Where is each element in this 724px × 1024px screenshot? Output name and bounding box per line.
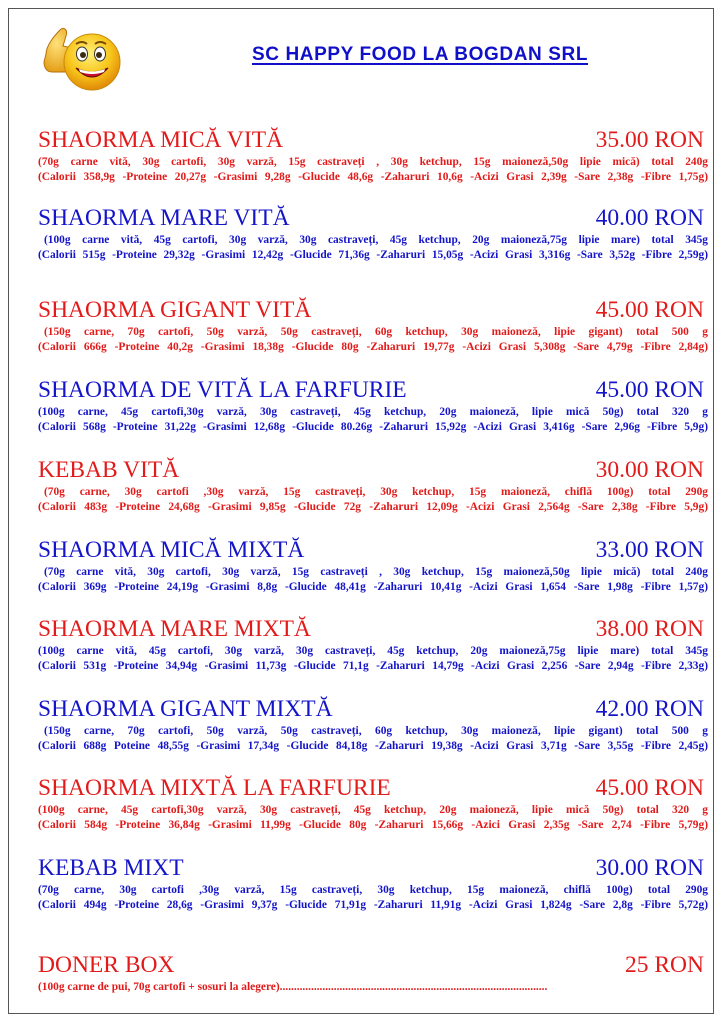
- item-price: 42.00 RON: [595, 696, 704, 722]
- item-price: 40.00 RON: [595, 205, 704, 231]
- item-price: 38.00 RON: [595, 616, 704, 642]
- menu-item: [38, 455, 708, 515]
- item-nutrition: (Calorii 568g -Proteine 31,22g -Grasimi 12,68g -Glucide 80.26g -Zaharuri 15,92g -Acizi Grasi 3,416g -Sare 2,96g -Fibre 5,9g): [38, 421, 708, 433]
- item-ingredients: (100g carne vită, 45g cartofi, 30g varză, 30g castraveți, 45g ketchup, 20g maioneză,75g lipie mare) total 345g: [44, 234, 708, 246]
- item-nutrition: (Calorii 531g -Proteine 34,94g -Grasimi 11,73g -Glucide 71,1g -Zaharuri 14,79g -Acizi Grasi 2,256 -Sare 2,94g -Fibre 2,33g): [38, 660, 708, 672]
- item-price: 35.00 RON: [595, 127, 704, 153]
- item-ingredients: (100g carne, 45g cartofi,30g varză, 30g castraveți, 45g ketchup, 20g maioneză, lipie mică 50g) total 320 g: [38, 804, 708, 816]
- menu-item: [38, 614, 708, 674]
- menu-item: [38, 295, 708, 355]
- item-name: SHAORMA MICĂ VITĂ: [38, 127, 284, 153]
- item-name: SHAORMA DE VITĂ LA FARFURIE: [38, 377, 407, 403]
- item-name: SHAORMA MIXTĂ LA FARFURIE: [38, 775, 391, 801]
- item-price: 45.00 RON: [595, 297, 704, 323]
- item-nutrition: (Calorii 483g -Proteine 24,68g -Grasimi 9,85g -Glucide 72g -Zaharuri 12,09g -Acizi Grasi 2,564g -Sare 2,38g -Fibre 5,9g): [38, 501, 708, 513]
- item-nutrition: (Calorii 358,9g -Proteine 20,27g -Grasimi 9,28g -Glucide 48,6g -Zaharuri 10,6g -Acizi Grasi 2,39g -Sare 2,38g -Fibre 1,75g): [38, 171, 708, 183]
- item-name: SHAORMA GIGANT MIXTĂ: [38, 696, 333, 722]
- item-ingredients: (70g carne, 30g cartofi ,30g varză, 15g castraveți, 30g ketchup, 15g maioneză, chiflă 100g) total 290g: [44, 486, 708, 498]
- smiley-thumbs-up-icon: [36, 24, 132, 94]
- item-name: SHAORMA MARE VITĂ: [38, 205, 290, 231]
- item-price: 45.00 RON: [595, 775, 704, 801]
- item-price: 33.00 RON: [595, 537, 704, 563]
- item-price: 45.00 RON: [595, 377, 704, 403]
- item-ingredients: (70g carne vită, 30g cartofi, 30g varză, 15g castraveți , 30g ketchup, 15g maioneză,50g lipie mică) total 240g: [44, 566, 708, 578]
- item-name: SHAORMA GIGANT VITĂ: [38, 297, 312, 323]
- item-nutrition: (Calorii 688g Poteine 48,55g -Grasimi 17,34g -Glucide 84,18g -Zaharuri 19,38g -Acizi Grasi 3,71g -Sare 3,55g -Fibre 2,45g): [38, 740, 708, 752]
- item-name: KEBAB VITĂ: [38, 457, 180, 483]
- company-name: SC HAPPY FOOD LA BOGDAN SRL: [251, 44, 589, 65]
- menu-item: [38, 375, 708, 435]
- item-nutrition: (Calorii 494g -Proteine 28,6g -Grasimi 9,37g -Glucide 71,91g -Zaharuri 11,91g -Acizi Grasi 1,824g -Sare 2,8g -Fibre 5,72g): [38, 899, 708, 911]
- item-ingredients: (150g carne, 70g cartofi, 50g varză, 50g castraveți, 60g ketchup, 30g maioneză, lipie gigant) total 500 g: [44, 326, 708, 338]
- item-nutrition: (Calorii 584g -Proteine 36,84g -Grasimi 11,99g -Glucide 80g -Zaharuri 15,66g -Azici Grasi 2,35g -Sare 2,74 -Fibre 5,79g): [38, 819, 708, 831]
- menu-item: [38, 125, 708, 185]
- item-ingredients: (70g carne vită, 30g cartofi, 30g varză, 15g castraveți , 30g ketchup, 15g maioneză,50g lipie mică) total 240g: [38, 156, 708, 168]
- item-nutrition: (Calorii 369g -Proteine 24,19g -Grasimi 8,8g -Glucide 48,41g -Zaharuri 10,41g -Acizi Grasi 1,654 -Sare 1,98g -Fibre 1,57g): [38, 581, 708, 593]
- item-ingredients: (70g carne, 30g cartofi ,30g varză, 15g castraveți, 30g ketchup, 15g maioneză, chiflă 100g) total 290g: [38, 884, 708, 896]
- item-price: 30.00 RON: [595, 457, 704, 483]
- menu-item: [38, 694, 708, 754]
- item-name: SHAORMA MICĂ MIXTĂ: [38, 537, 305, 563]
- item-nutrition: (Calorii 515g -Proteine 29,32g -Grasimi 12,42g -Glucide 71,36g -Zaharuri 15,05g -Acizi Grasi 3,316g -Sare 3,52g -Fibre 2,59g): [38, 249, 708, 261]
- item-nutrition: (Calorii 666g -Proteine 40,2g -Grasimi 18,38g -Glucide 80g -Zaharuri 19,77g -Acizi Grasi 5,308g -Sare 4,79g -Fibre 2,84g): [38, 341, 708, 353]
- item-name: DONER BOX: [38, 952, 175, 978]
- item-ingredients: (100g carne vită, 45g cartofi, 30g varză, 30g castraveți, 45g ketchup, 20g maioneză,75g lipie mare) total 345g: [38, 645, 708, 657]
- item-name: KEBAB MIXT: [38, 855, 184, 881]
- menu-item: [38, 203, 708, 263]
- menu-item: [38, 853, 708, 913]
- menu-item: [38, 773, 708, 833]
- menu-item: [38, 535, 708, 595]
- item-price: 25 RON: [625, 952, 704, 978]
- header: [0, 0, 724, 100]
- item-ingredients: (100g carne, 45g cartofi,30g varză, 30g castraveți, 45g ketchup, 20g maioneză, lipie mică 50g) total 320 g: [38, 406, 708, 418]
- item-name: SHAORMA MARE MIXTĂ: [38, 616, 311, 642]
- item-ingredients: (150g carne, 70g cartofi, 50g varză, 50g castraveți, 60g ketchup, 30g maioneză, lipie gigant) total 500 g: [44, 725, 708, 737]
- item-price: 30.00 RON: [595, 855, 704, 881]
- item-ingredients: (100g carne de pui, 70g cartofi + sosuri la alegere)..............................................................................................: [38, 981, 548, 993]
- menu-item: [38, 950, 708, 995]
